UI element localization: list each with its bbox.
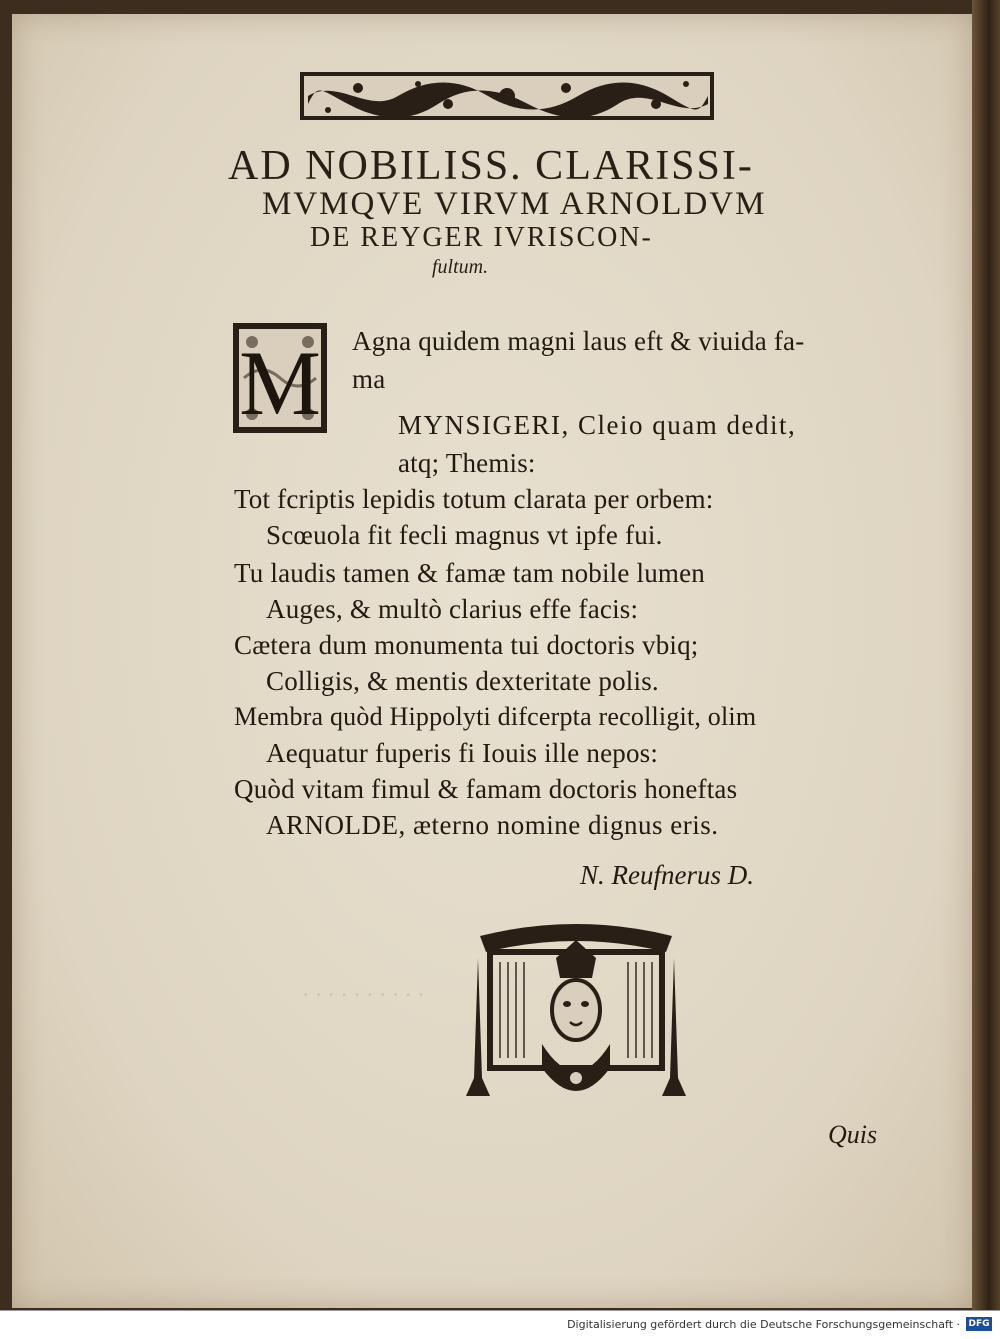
- verse-line: Auges, & multò clarius effe facis:: [266, 594, 639, 624]
- verse-line: Colligis, & mentis dexteritate polis.: [266, 666, 659, 696]
- verse-line: MYNSIGERI, Cleio quam dedit,: [398, 410, 797, 440]
- verse-line: Quòd vitam fimul & famam doctoris honeftas: [234, 774, 738, 804]
- bleed-through-text: · · · · · · · · · ·: [302, 982, 425, 1007]
- verse-line: Cætera dum monumenta tui doctoris vbiq;: [234, 630, 699, 660]
- verse-line: Scœuola fit fecli magnus vt ipfe fui.: [266, 520, 663, 550]
- verse-line: ma: [352, 364, 386, 394]
- dropcap-letter: M: [239, 332, 321, 434]
- heading-line-3: DE REYGER IVRISCON-: [310, 222, 653, 253]
- dfg-logo: DFG: [966, 1317, 992, 1331]
- heading-line-1: AD NOBILISS. CLARISSI-: [228, 143, 754, 189]
- heading-line-2: MVMQVE VIRVM ARNOLDVM: [262, 186, 767, 222]
- verse-line: atq; Themis:: [398, 448, 536, 478]
- verse-line: Agna quidem magni laus eft & viuida fa-: [352, 326, 805, 356]
- author-signature: N. Reufnerus D.: [580, 860, 754, 890]
- catchword: Quis: [828, 1120, 878, 1149]
- verse-line: Tot fcriptis lepidis totum clarata per orbem:: [234, 484, 714, 514]
- book-spine: [972, 0, 1000, 1310]
- head-ornament-band: [298, 70, 716, 122]
- footer-credit-text: Digitalisierung gefördert durch die Deutsche Forschungsgemeinschaft ·: [567, 1318, 960, 1331]
- verse-line: Membra quòd Hippolyti difcerpta recolligit, olim: [234, 702, 757, 731]
- verse-line: ARNOLDE, æterno nomine dignus eris.: [266, 810, 719, 840]
- digitization-footer: [0, 1310, 1000, 1339]
- verse-line: Aequatur fuperis fi Iouis ille nepos:: [266, 738, 659, 768]
- heading-line-4: fultum.: [432, 256, 489, 278]
- verse-line: Tu laudis tamen & famæ tam nobile lumen: [234, 558, 706, 588]
- dropcap-initial: [232, 322, 328, 434]
- tailpiece-ornament: [460, 918, 692, 1114]
